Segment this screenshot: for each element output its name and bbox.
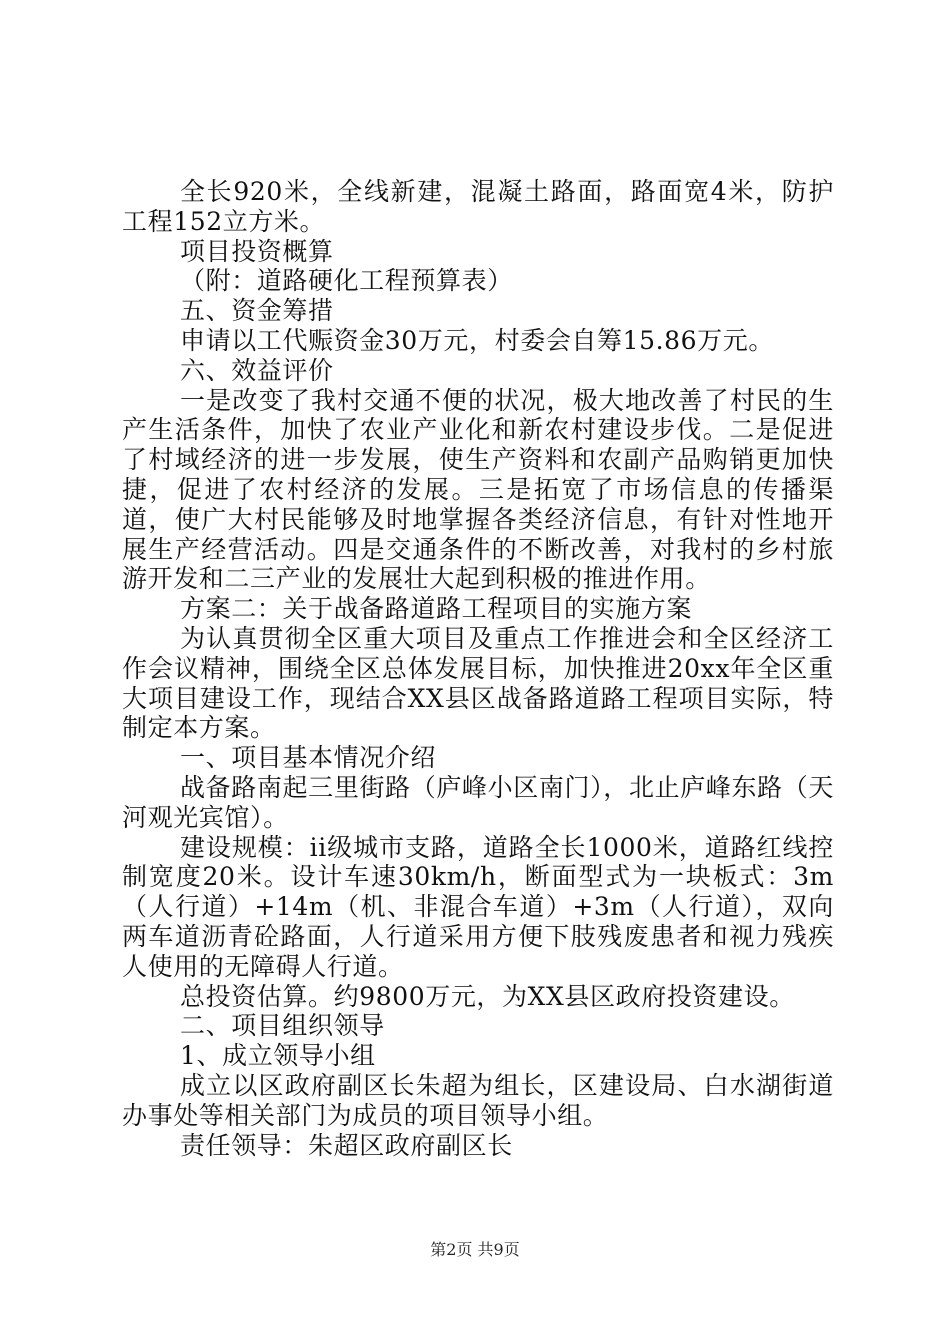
paragraph-length-spec: 全长920米，全线新建，混凝土路面，路面宽4米，防护工程152立方米。 — [122, 177, 834, 236]
heading-funding: 五、资金筹措 — [180, 296, 334, 326]
note-budget-table: （附：道路硬化工程预算表） — [180, 266, 513, 296]
heading-organization: 二、项目组织领导 — [180, 1011, 385, 1041]
paragraph-construction-scale: 建设规模：ii级城市支路，道路全长1000米，道路红线控制宽度20米。设计车速30km/h，断面型式为一块板式：3m（人行道）+14m（机、非混合车道）+3m（人行道），双向两车道沥青砼路面，人行道采用方便下肢残废患者和视力残疾人使用的无障碍人行道。 — [122, 832, 834, 981]
heading-project-basics: 一、项目基本情况介绍 — [180, 743, 437, 773]
paragraph-plan-purpose: 为认真贯彻全区重大项目及重点工作推进会和全区经济工作会议精神，围绕全区总体发展目标，加快推进20xx年全区重大项目建设工作，现结合XX县区战备路道路工程项目实际，特制定本方案。 — [122, 623, 834, 743]
paragraph-leadership-group: 成立以区政府副区长朱超为组长，区建设局、白水湖街道办事处等相关部门为成员的项目领导小组。 — [122, 1070, 834, 1130]
paragraph-benefits: 一是改变了我村交通不便的状况，极大地改善了村民的生产生活条件，加快了农业产业化和新农村建设步伐。二是促进了村域经济的进一步发展，使生产资料和农副产品购销更加快捷，促进了农村经济的发展。三是拓宽了市场信息的传播渠道，使广大村民能够及时地掌握各类经济信息，有针对性地开展生产经营活动。四是交通条件的不断改善，对我村的乡村旅游开发和二三产业的发展壮大起到积极的推进作用。 — [122, 385, 834, 594]
paragraph-total-investment: 总投资估算。约9800万元，为XX县区政府投资建设。 — [180, 981, 795, 1011]
page-number-footer: 第2页 共9页 — [430, 1240, 520, 1259]
heading-investment-estimate: 项目投资概算 — [180, 236, 334, 266]
paragraph-responsible-leader: 责任领导：朱超区政府副区长 — [180, 1130, 513, 1160]
document-body — [122, 177, 834, 1160]
heading-benefit-evaluation: 六、效益评价 — [180, 355, 334, 385]
paragraph-route: 战备路南起三里街路（庐峰小区南门），北止庐峰东路（天河观光宾馆）。 — [122, 772, 834, 832]
heading-leadership-group: 1、成立领导小组 — [180, 1041, 376, 1071]
paragraph-funding: 申请以工代赈资金30万元，村委会自筹15.86万元。 — [180, 325, 774, 355]
heading-plan-two: 方案二：关于战备路道路工程项目的实施方案 — [180, 594, 693, 624]
